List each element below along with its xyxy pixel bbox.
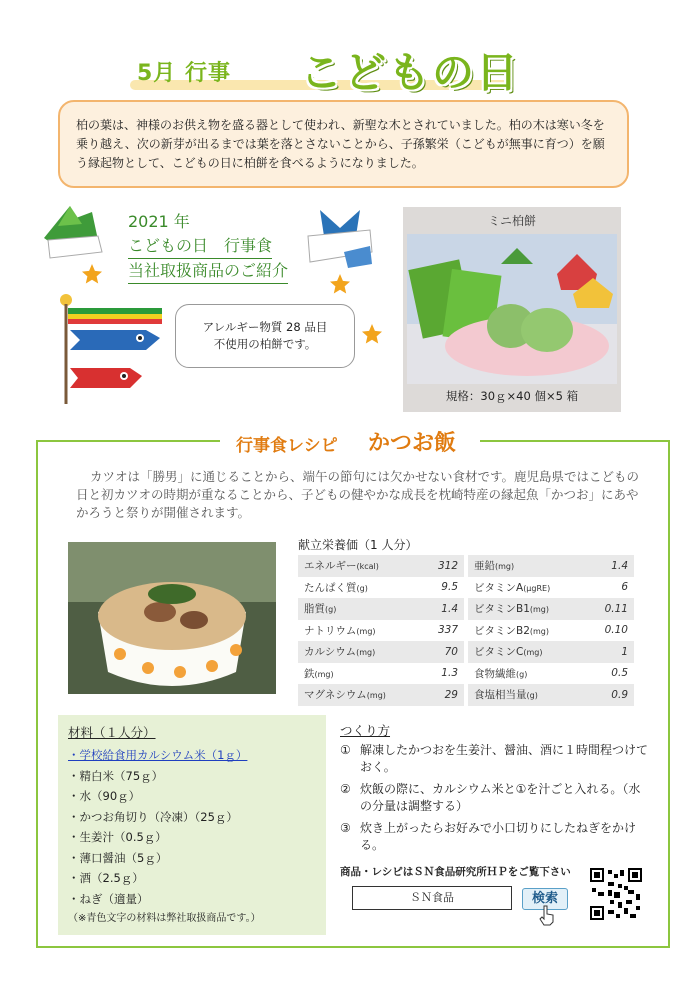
product-spec: 規格：30ｇ×40 個×5 箱 xyxy=(445,389,579,403)
star-icon xyxy=(82,264,102,284)
step-item: ③ 炊き上がったらお好みで小口切りにしたねぎをかける。 xyxy=(340,820,637,852)
ingredient-item: ・薄口醤油（5ｇ） xyxy=(68,850,168,865)
ingredient-item: ・ねぎ（適量） xyxy=(68,891,149,906)
nutrition-row: カルシウム(mg) 70 ビタミンC(mg) 1 xyxy=(298,641,638,663)
ingredient-item: ・酒（2.5ｇ） xyxy=(68,871,144,885)
intro-box xyxy=(58,100,629,188)
kabuto-right-icon xyxy=(300,200,380,272)
ingredient-item: ・水（90ｇ） xyxy=(68,789,141,803)
event-line2: こどもの日 行事食 xyxy=(128,234,288,259)
step-item: ② 炊飯の際に、カルシウム米と①を汁ごと入れる。（水の分量は調整する） xyxy=(340,781,641,813)
ingredients-title: 材料（１人分） xyxy=(68,725,156,740)
qr-code-icon[interactable] xyxy=(588,866,644,922)
event-year: 2021 年 xyxy=(128,212,190,231)
ingredient-item-link[interactable]: ・学校給食用カルシウム米（1ｇ） xyxy=(68,748,248,762)
product-title: ミニ柏餅 xyxy=(487,214,536,228)
katsuo-rice-photo xyxy=(68,542,276,694)
nutrition-row: 脂質(g) 1.4 ビタミンB1(mg) 0.11 xyxy=(298,598,638,620)
page-title: こどもの日 xyxy=(300,48,521,97)
search-button[interactable]: 検索 xyxy=(522,888,568,910)
hand-cursor-icon xyxy=(538,904,556,926)
recipe-description: カツオは「勝男」に通じることから、端午の節句には欠かせない食材です。鹿児島県ではこどもの日と初カツオの時期が重なることから、子どもの健やかな成長を枕崎特産の縁起魚「かつお」にあやかろうと祭りが開催されます。 xyxy=(76,469,640,520)
allergy-line1: アレルギー物質 28 品目 xyxy=(202,320,328,334)
ingredients-note: （※青色文字の材料は弊社取扱商品です。） xyxy=(68,913,261,924)
allergy-bubble xyxy=(175,304,355,368)
step-item: ① 解凍したかつおを生姜汁、醤油、酒に１時間程つけておく。 xyxy=(340,742,649,774)
nutrition-row: ナトリウム(mg) 337 ビタミンB2(mg) 0.10 xyxy=(304,624,628,637)
hp-guide-text: 商品・レシピはＳＮ食品研究所ＨＰをご覧下さい xyxy=(340,866,571,878)
nutrition-title: 献立栄養価（1 人分） xyxy=(298,538,418,552)
event-title xyxy=(128,210,288,284)
event-line3: 当社取扱商品のご紹介 xyxy=(128,259,288,284)
steps-title: つくり方 xyxy=(340,723,391,738)
koinobori-icon xyxy=(56,292,166,407)
kashiwamochi-photo xyxy=(407,234,617,384)
search-input[interactable]: ＳＮ食品 xyxy=(352,886,512,910)
recipe-name: かつお飯 xyxy=(368,431,457,456)
nutrition-row: 鉄(mg) 1.3 食物繊維(g) 0.5 xyxy=(304,667,628,680)
star-icon xyxy=(362,324,382,344)
ingredient-item: ・生姜汁（0.5ｇ） xyxy=(68,830,167,844)
steps-section xyxy=(340,722,650,859)
nutrition-row: マグネシウム(mg) 29 食塩相当量(g) 0.9 xyxy=(298,684,638,706)
intro-text: 柏の葉は、神様のお供え物を盛る器として使われ、新聖な木とされていました。柏の木は寒い冬を乗り越え、次の新芽が出るまでは葉を落とさないことから、子孫繁栄（こどもが無事に育つ）を願う縁起物として、こどもの日に柏餅を食べるようになりました。 xyxy=(76,118,605,170)
nutrition-row: エネルギー(kcal) 312 亜鉛(mg) 1.4 xyxy=(298,555,638,577)
header-subtitle: 5月 行事 xyxy=(137,61,231,86)
ingredient-item: ・精白米（75ｇ） xyxy=(68,768,164,783)
nutrition-table xyxy=(298,555,638,706)
ingredients-panel xyxy=(58,715,326,935)
recipe-label: 行事食レシピ xyxy=(236,436,338,456)
nutrition-row: たんぱく質(g) 9.5 ビタミンA(μgRE) 6 xyxy=(304,581,628,594)
ingredient-item: ・かつお角切り（冷凍）（25ｇ） xyxy=(68,809,238,824)
star-icon xyxy=(330,274,350,294)
kabuto-left-icon xyxy=(36,198,106,264)
allergy-line2: 不使用の柏餅です。 xyxy=(213,337,317,351)
